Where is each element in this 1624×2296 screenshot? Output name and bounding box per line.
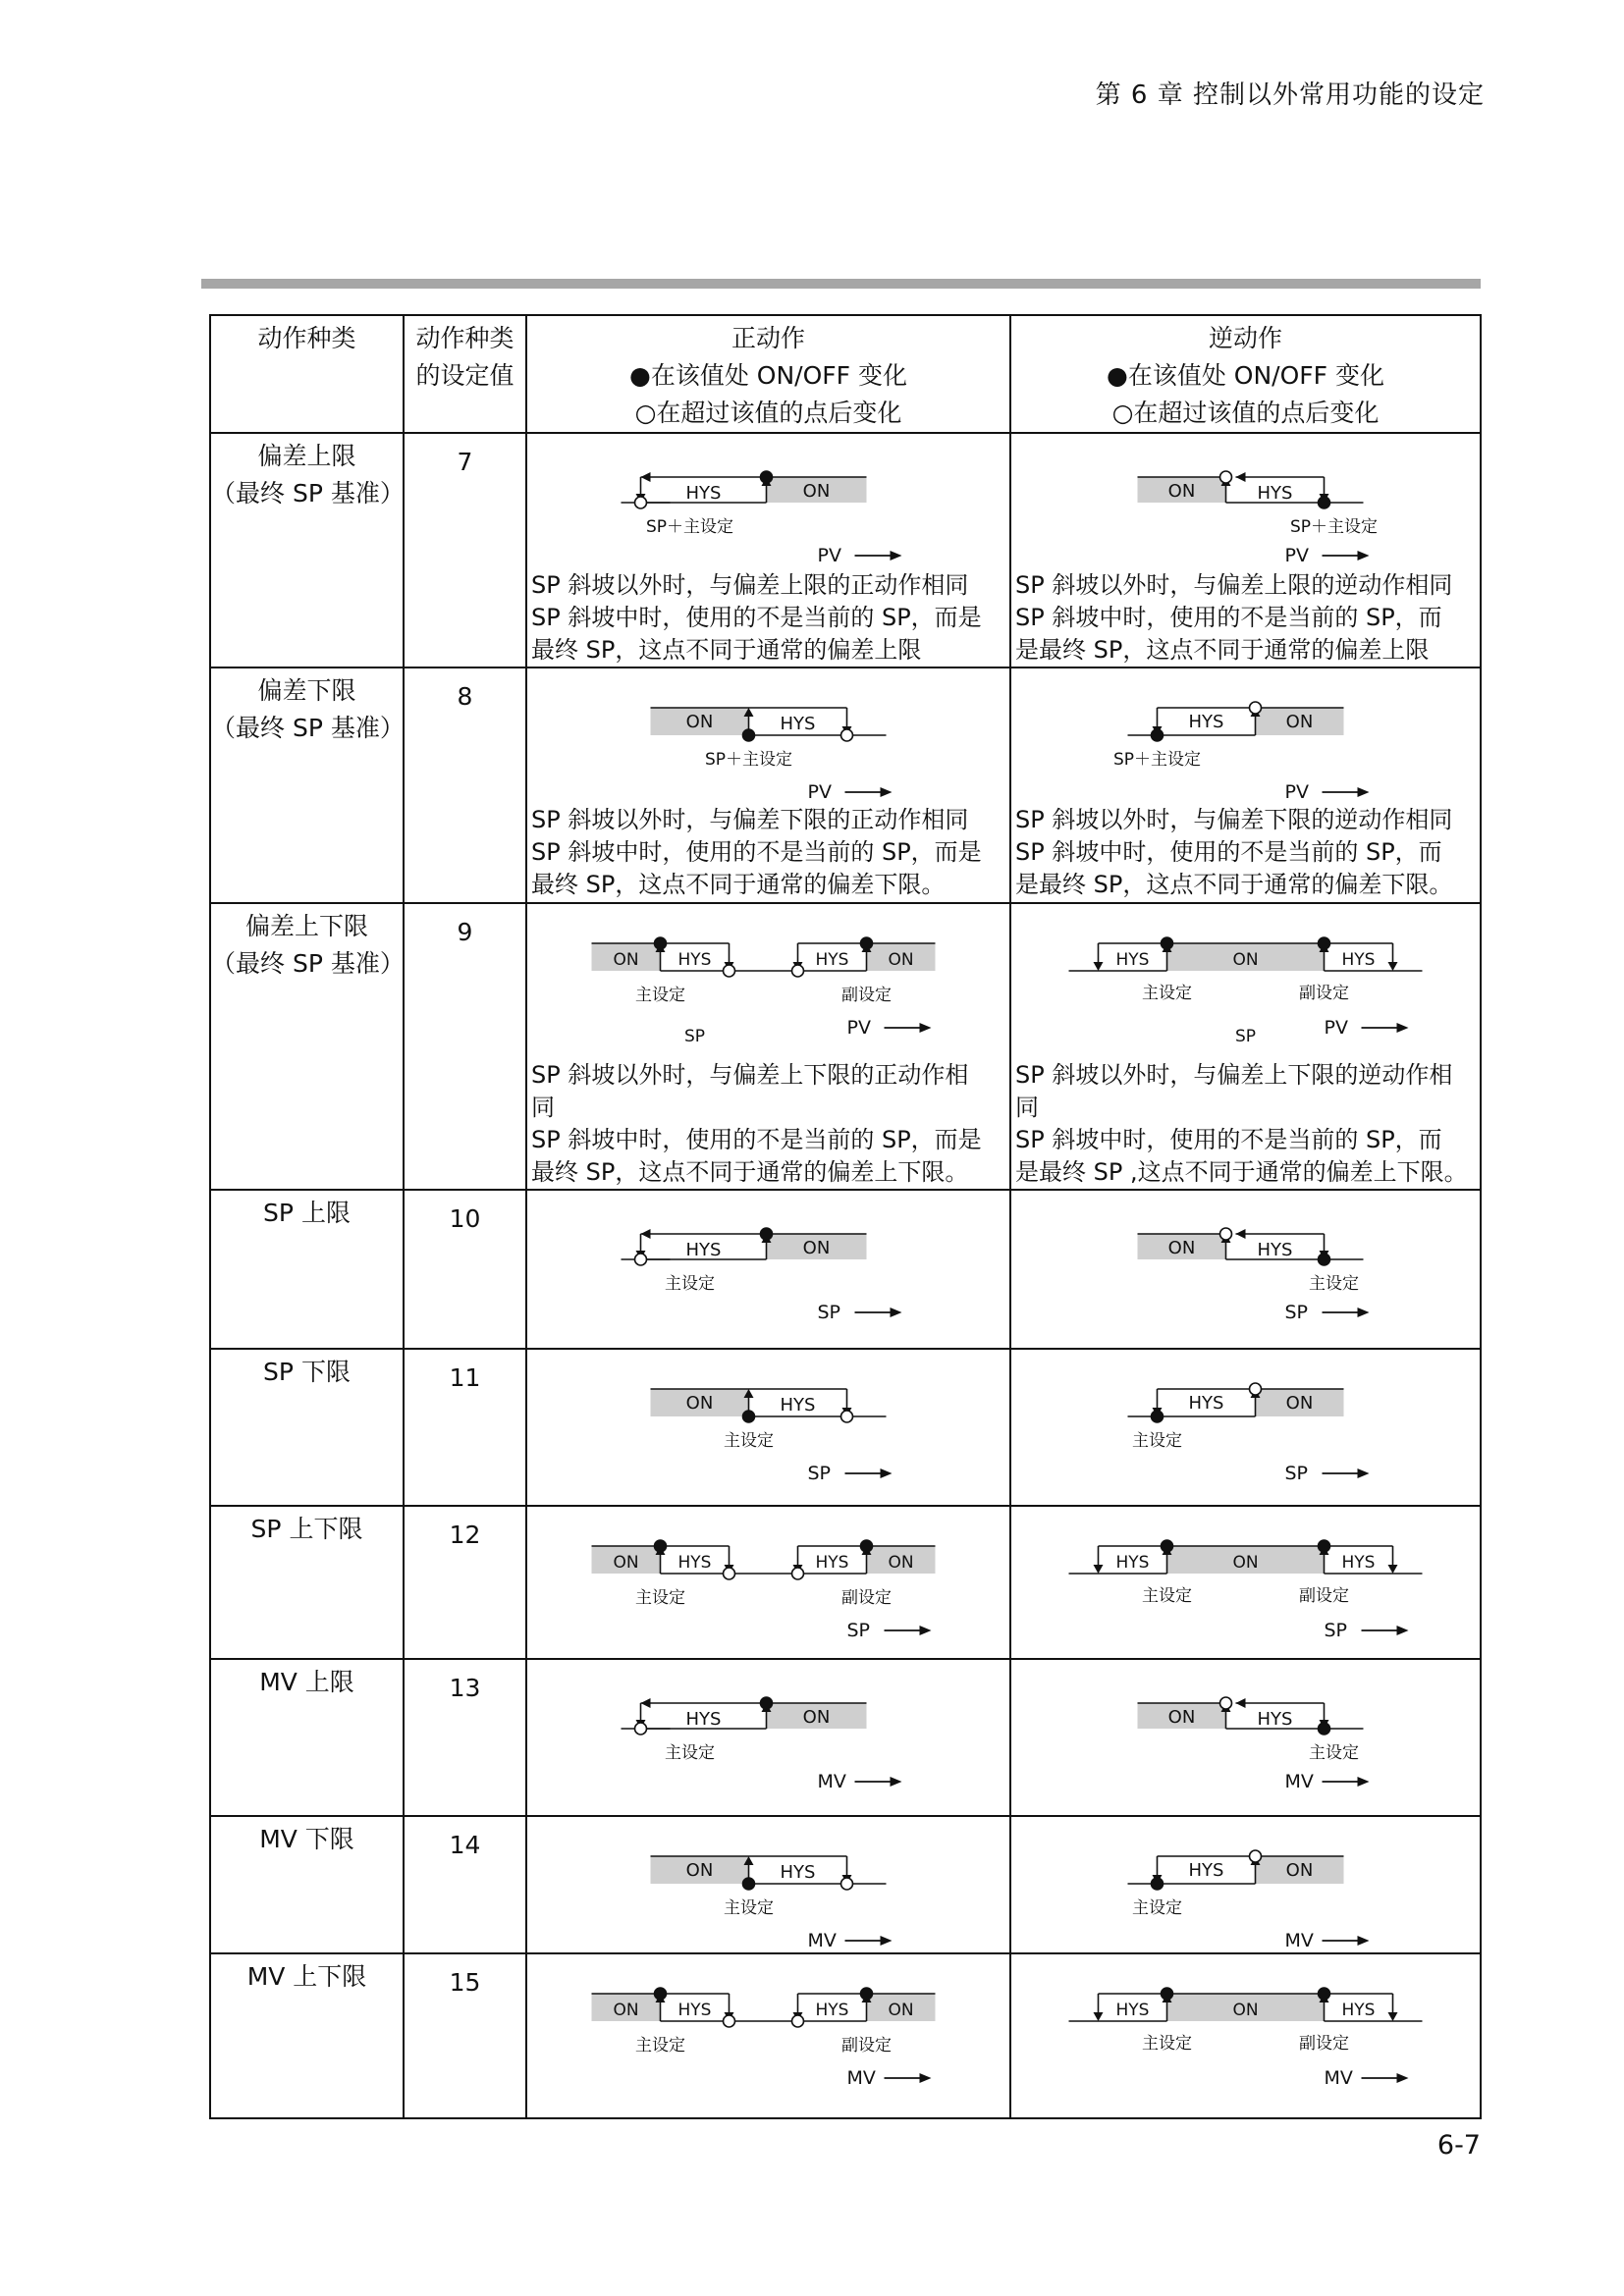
remark-line: 最终 SP，这点不同于通常的偏差上下限。 — [531, 1158, 969, 1186]
axis-arrow-head — [891, 551, 902, 561]
remark-text — [1011, 804, 1480, 901]
on-label: ON — [1285, 712, 1314, 732]
diagram-group — [1128, 1383, 1370, 1484]
action-type-line: SP 下限 — [263, 1358, 351, 1386]
setpoint-label: SP＋主设定 — [704, 750, 793, 770]
switch-point-filled — [743, 1878, 755, 1890]
setting-value-cell: 15 — [404, 1953, 526, 2118]
axis-label: MV — [1284, 1771, 1314, 1792]
diagram-group — [1128, 1850, 1370, 1947]
header-line: 逆动作 — [1208, 324, 1282, 352]
axis-arrow-head — [920, 1626, 932, 1635]
header-line: 正动作 — [731, 324, 805, 352]
setpoint-label: 副设定 — [1299, 2034, 1349, 2054]
remark-line: SP 斜坡以外时，与偏差上下限的逆动作相 — [1015, 1061, 1453, 1089]
hysteresis-diagram — [1012, 1350, 1479, 1499]
diagram-group — [622, 471, 902, 566]
header-rule — [201, 279, 1481, 289]
hys-label: HYS — [685, 1709, 722, 1730]
switch-point-filled — [1319, 937, 1330, 949]
chapter-header: 第 6 章 控制以外常用功能的设定 — [1095, 80, 1485, 110]
axis-label: MV — [1284, 1930, 1314, 1947]
axis-label: SP — [817, 1302, 841, 1323]
switch-point-filled — [1319, 1988, 1330, 2000]
table-row — [210, 667, 1481, 903]
arrow-head — [1388, 2012, 1398, 2021]
setting-value-cell: 8 — [404, 667, 526, 903]
diagram-group — [592, 1988, 936, 2089]
setpoint-label: SP＋主设定 — [1289, 517, 1379, 537]
axis-label: PV — [1284, 781, 1309, 803]
hysteresis-diagram — [1012, 1817, 1479, 1947]
reverse-action-cell — [1010, 903, 1481, 1190]
switch-point-filled — [761, 1697, 773, 1709]
remark-line: SP 斜坡中时，使用的不是当前的 SP，而 — [1015, 838, 1442, 866]
diagram-group — [1113, 702, 1370, 803]
switch-point-open — [1250, 1850, 1262, 1862]
hys-label: HYS — [1257, 1240, 1293, 1260]
remark-line: SP 斜坡中时，使用的不是当前的 SP，而是 — [531, 604, 982, 631]
setpoint-label: 副设定 — [1299, 984, 1349, 1003]
reverse-action-cell — [1010, 1349, 1481, 1506]
switch-point-open — [635, 1254, 647, 1265]
on-label: ON — [1232, 2001, 1259, 2020]
action-type-line: 偏差下限 — [257, 676, 356, 705]
setting-value-cell: 9 — [404, 903, 526, 1190]
header-setting-value — [404, 315, 526, 433]
remark-line: 同 — [531, 1094, 555, 1121]
table-row — [210, 1659, 1481, 1816]
hys-label: HYS — [1341, 950, 1376, 970]
axis-arrow-head — [920, 2073, 932, 2083]
reverse-action-cell — [1010, 433, 1481, 667]
remark-text — [527, 804, 1009, 901]
diagram-group — [622, 1697, 902, 1792]
remark-line: SP 斜坡中时，使用的不是当前的 SP，而 — [1015, 604, 1442, 631]
switch-point-open — [841, 1878, 853, 1890]
diagram-group — [592, 937, 936, 1046]
switch-point-filled — [743, 729, 755, 741]
switch-point-filled — [861, 1988, 873, 2000]
axis-label: MV — [817, 1771, 846, 1792]
sp-label: SP — [683, 1027, 706, 1046]
action-type-line: MV 上下限 — [246, 1962, 367, 1991]
hys-label: HYS — [1341, 1553, 1376, 1573]
header-line: ●在该值处 ON/OFF 变化 — [1107, 361, 1384, 390]
diagram-group — [1138, 1697, 1370, 1792]
diagram-group — [1069, 937, 1423, 1046]
diagram-group — [622, 1228, 902, 1323]
setting-value-cell: 10 — [404, 1190, 526, 1349]
switch-point-filled — [655, 1540, 667, 1552]
hys-label: HYS — [677, 2001, 712, 2020]
reverse-action-cell — [1010, 1953, 1481, 2118]
switch-point-filled — [1152, 1411, 1164, 1422]
axis-label: PV — [807, 781, 832, 803]
remark-line: SP 斜坡中时，使用的不是当前的 SP，而是 — [531, 1126, 982, 1153]
remark-text — [1011, 569, 1480, 667]
setpoint-label: SP＋主设定 — [1112, 750, 1202, 770]
hys-label: HYS — [780, 714, 816, 734]
arrow-head — [1094, 1565, 1104, 1574]
action-type-cell — [210, 433, 404, 667]
setpoint-label: 主设定 — [1142, 2034, 1192, 2054]
axis-label: PV — [817, 545, 841, 566]
on-label: ON — [802, 1238, 831, 1258]
on-label: ON — [613, 1553, 639, 1573]
hysteresis-diagram — [528, 1191, 1008, 1342]
hys-label: HYS — [1115, 2001, 1150, 2020]
hys-label: HYS — [815, 950, 849, 970]
on-label: ON — [613, 950, 639, 970]
axis-arrow-head — [881, 1936, 893, 1946]
action-type-cell — [210, 1659, 404, 1816]
header-forward-action — [526, 315, 1010, 433]
hysteresis-diagram — [528, 1660, 1008, 1809]
switch-point-filled — [743, 1411, 755, 1422]
forward-action-cell — [526, 1953, 1010, 2118]
setpoint-label: SP＋主设定 — [645, 517, 734, 537]
switch-point-filled — [861, 937, 873, 949]
axis-arrow-head — [1358, 787, 1370, 797]
setpoint-label: 主设定 — [1142, 1586, 1192, 1606]
action-type-cell — [210, 1349, 404, 1506]
table-row — [210, 433, 1481, 667]
axis-label: SP — [1284, 1302, 1309, 1323]
remark-line: 同 — [1015, 1094, 1039, 1121]
axis-label: SP — [1284, 1463, 1309, 1484]
switch-point-filled — [1319, 497, 1330, 508]
header-line: ●在该值处 ON/OFF 变化 — [629, 361, 907, 390]
diagram-group — [1138, 1228, 1370, 1323]
on-label: ON — [888, 2001, 914, 2020]
arrow-head — [1236, 1698, 1246, 1708]
reverse-action-cell — [1010, 1506, 1481, 1659]
header-line: 动作种类 — [257, 324, 356, 352]
on-label: ON — [1167, 481, 1196, 502]
setpoint-label: 副设定 — [1299, 1586, 1349, 1606]
remark-line: 最终 SP，这点不同于通常的偏差下限。 — [531, 871, 946, 898]
switch-point-filled — [1319, 1540, 1330, 1552]
forward-action-cell — [526, 1659, 1010, 1816]
table-row — [210, 1349, 1481, 1506]
action-type-line: 偏差上限 — [257, 442, 356, 470]
hys-label: HYS — [685, 1240, 722, 1260]
on-label: ON — [685, 1860, 714, 1881]
diagram-group — [651, 1389, 893, 1484]
hysteresis-diagram — [1012, 668, 1479, 804]
arrow-head — [1094, 962, 1104, 971]
axis-arrow-head — [891, 1777, 902, 1787]
remark-line: SP 斜坡以外时，与偏差下限的正动作相同 — [531, 806, 969, 833]
setpoint-label: 主设定 — [1132, 1431, 1182, 1451]
switch-point-open — [1220, 1228, 1232, 1240]
on-label: ON — [888, 1553, 914, 1573]
remark-text — [527, 1059, 1009, 1189]
hys-label: HYS — [1115, 1553, 1150, 1573]
setpoint-label: 主设定 — [1132, 1898, 1182, 1918]
axis-arrow-head — [1397, 1626, 1409, 1635]
header-line: 动作种类 — [415, 324, 514, 352]
action-type-line: MV 上限 — [259, 1668, 354, 1696]
header-line: 的设定值 — [415, 361, 514, 390]
remark-text — [527, 569, 1009, 667]
remark-line: SP 斜坡以外时，与偏差上限的逆动作相同 — [1015, 571, 1453, 599]
hys-label: HYS — [1188, 712, 1224, 732]
axis-arrow-head — [1358, 1308, 1370, 1317]
reverse-action-cell — [1010, 1816, 1481, 1953]
hys-label: HYS — [1188, 1860, 1224, 1881]
switch-point-filled — [761, 1228, 773, 1240]
remark-line: 是最终 SP ,这点不同于通常的偏差上下限。 — [1015, 1158, 1468, 1186]
table-row — [210, 1953, 1481, 2118]
setpoint-label: 副设定 — [841, 986, 892, 1005]
action-type-line: （最终 SP 基准） — [211, 949, 405, 978]
hysteresis-diagram — [1012, 1954, 1479, 2111]
setting-value-cell: 14 — [404, 1816, 526, 1953]
action-type-cell — [210, 1190, 404, 1349]
switch-point-open — [724, 1568, 735, 1579]
action-type-cell — [210, 1816, 404, 1953]
arrow-head — [1094, 2012, 1104, 2021]
axis-label: PV — [846, 1017, 871, 1039]
switch-point-filled — [1319, 1723, 1330, 1735]
on-label: ON — [1232, 1553, 1259, 1573]
setpoint-label: 主设定 — [1309, 1274, 1359, 1294]
action-type-line: （最终 SP 基准） — [211, 714, 405, 742]
axis-arrow-head — [1397, 1023, 1409, 1033]
hys-label: HYS — [677, 950, 712, 970]
page-number: 6-7 — [1436, 2130, 1481, 2161]
switch-point-filled — [1162, 1540, 1173, 1552]
switch-point-open — [841, 729, 853, 741]
table-row — [210, 1506, 1481, 1659]
hysteresis-diagram — [528, 668, 1008, 804]
switch-point-open — [1220, 1697, 1232, 1709]
switch-point-open — [1250, 702, 1262, 714]
action-type-line: 偏差上下限 — [244, 912, 368, 940]
switch-point-filled — [1152, 729, 1164, 741]
axis-arrow-head — [1358, 1468, 1370, 1478]
arrow-head — [1236, 1229, 1246, 1239]
setting-value-cell: 12 — [404, 1506, 526, 1659]
forward-action-cell — [526, 1190, 1010, 1349]
hys-label: HYS — [1188, 1393, 1224, 1414]
on-label: ON — [1167, 1707, 1196, 1728]
switch-point-filled — [655, 937, 667, 949]
axis-label: SP — [1324, 1620, 1348, 1641]
remark-line: SP 斜坡以外时，与偏差下限的逆动作相同 — [1015, 806, 1453, 833]
hysteresis-diagram — [1012, 904, 1479, 1059]
switch-point-filled — [1162, 1988, 1173, 2000]
axis-label: MV — [846, 2067, 876, 2089]
setting-value-cell: 7 — [404, 433, 526, 667]
remark-line: SP 斜坡中时，使用的不是当前的 SP，而是 — [531, 838, 982, 866]
hys-label: HYS — [780, 1862, 816, 1883]
hys-label: HYS — [677, 1553, 712, 1573]
axis-label: PV — [1324, 1017, 1348, 1039]
switch-point-open — [792, 1568, 804, 1579]
switch-point-filled — [761, 471, 773, 483]
forward-action-cell — [526, 1816, 1010, 1953]
header-reverse-action — [1010, 315, 1481, 433]
switch-point-filled — [861, 1540, 873, 1552]
setpoint-label: 主设定 — [635, 1588, 685, 1608]
on-label: ON — [1285, 1860, 1314, 1881]
diagram-group — [651, 1856, 893, 1947]
on-label: ON — [613, 2001, 639, 2020]
hys-label: HYS — [1115, 950, 1150, 970]
on-label: ON — [802, 481, 831, 502]
axis-label: SP — [807, 1463, 832, 1484]
remark-line: 是最终 SP，这点不同于通常的偏差上限 — [1015, 636, 1430, 664]
alarm-type-table — [209, 314, 1482, 2119]
diagram-group — [592, 1540, 936, 1641]
arrow-head — [1388, 962, 1398, 971]
setpoint-label: 副设定 — [841, 2036, 892, 2056]
table-row — [210, 1190, 1481, 1349]
switch-point-filled — [1319, 1254, 1330, 1265]
action-type-cell — [210, 1953, 404, 2118]
setpoint-label: 主设定 — [665, 1743, 715, 1763]
arrow-head — [1388, 1565, 1398, 1574]
header-line: ○在超过该值的点后变化 — [634, 399, 902, 427]
action-type-cell — [210, 903, 404, 1190]
hysteresis-diagram — [528, 1817, 1008, 1947]
hysteresis-diagram — [528, 1954, 1008, 2111]
hysteresis-diagram — [528, 1507, 1008, 1652]
table-row — [210, 903, 1481, 1190]
reverse-action-cell — [1010, 1659, 1481, 1816]
axis-label: MV — [807, 1930, 837, 1947]
remark-line: 最终 SP，这点不同于通常的偏差上限 — [531, 636, 922, 664]
axis-arrow-head — [1358, 551, 1370, 561]
hys-label: HYS — [1341, 2001, 1376, 2020]
setpoint-label: 主设定 — [724, 1431, 774, 1451]
remark-line: SP 斜坡中时，使用的不是当前的 SP，而 — [1015, 1126, 1442, 1153]
setpoint-label: 副设定 — [841, 1588, 892, 1608]
axis-arrow-head — [920, 1023, 932, 1033]
action-type-line: MV 下限 — [259, 1825, 354, 1853]
sp-label: SP — [1234, 1027, 1257, 1046]
header-line: ○在超过该值的点后变化 — [1111, 399, 1380, 427]
remark-line: 是最终 SP，这点不同于通常的偏差下限。 — [1015, 871, 1453, 898]
axis-arrow-head — [1397, 2073, 1409, 2083]
hys-label: HYS — [815, 2001, 849, 2020]
action-type-cell — [210, 1506, 404, 1659]
axis-arrow-head — [881, 1468, 893, 1478]
axis-label: SP — [846, 1620, 871, 1641]
table-row — [210, 1816, 1481, 1953]
setpoint-label: 主设定 — [1309, 1743, 1359, 1763]
hys-label: HYS — [1257, 1709, 1293, 1730]
arrow-head — [641, 472, 651, 482]
axis-label: MV — [1324, 2067, 1353, 2089]
axis-arrow-head — [1358, 1936, 1370, 1946]
axis-arrow-head — [881, 787, 893, 797]
setpoint-label: 主设定 — [665, 1274, 715, 1294]
setpoint-label: 主设定 — [1142, 984, 1192, 1003]
setting-value-cell: 11 — [404, 1349, 526, 1506]
diagram-group — [1138, 471, 1379, 566]
on-label: ON — [1232, 950, 1259, 970]
remark-text — [1011, 1059, 1480, 1189]
switch-point-open — [635, 1723, 647, 1735]
forward-action-cell — [526, 1349, 1010, 1506]
forward-action-cell — [526, 433, 1010, 667]
arrow-head — [1236, 472, 1246, 482]
action-type-line: SP 上限 — [263, 1199, 351, 1227]
action-type-line: SP 上下限 — [250, 1515, 363, 1543]
axis-arrow-head — [891, 1308, 902, 1317]
axis-label: PV — [1284, 545, 1309, 566]
arrow-head — [641, 1698, 651, 1708]
reverse-action-cell — [1010, 667, 1481, 903]
setpoint-label: 主设定 — [635, 986, 685, 1005]
on-label: ON — [685, 1393, 714, 1414]
setpoint-label: 主设定 — [724, 1898, 774, 1918]
hysteresis-diagram — [1012, 1507, 1479, 1652]
hys-label: HYS — [780, 1395, 816, 1415]
switch-point-open — [792, 965, 804, 977]
action-type-line: （最终 SP 基准） — [211, 479, 405, 507]
on-label: ON — [1167, 1238, 1196, 1258]
remark-line: SP 斜坡以外时，与偏差上限的正动作相同 — [531, 571, 969, 599]
switch-point-open — [1220, 471, 1232, 483]
switch-point-filled — [655, 1988, 667, 2000]
switch-point-filled — [1152, 1878, 1164, 1890]
hys-label: HYS — [685, 483, 722, 504]
forward-action-cell — [526, 667, 1010, 903]
diagram-group — [1069, 1540, 1423, 1641]
forward-action-cell — [526, 1506, 1010, 1659]
forward-action-cell — [526, 903, 1010, 1190]
hys-label: HYS — [1257, 483, 1293, 504]
diagram-group — [651, 708, 893, 803]
on-label: ON — [685, 712, 714, 732]
switch-point-open — [841, 1411, 853, 1422]
setting-value-cell: 13 — [404, 1659, 526, 1816]
switch-point-filled — [1162, 937, 1173, 949]
arrow-head — [641, 1229, 651, 1239]
on-label: ON — [888, 950, 914, 970]
action-type-cell — [210, 667, 404, 903]
on-label: ON — [802, 1707, 831, 1728]
hysteresis-diagram — [1012, 1191, 1479, 1342]
switch-point-open — [724, 965, 735, 977]
reverse-action-cell — [1010, 1190, 1481, 1349]
switch-point-open — [792, 2015, 804, 2027]
hysteresis-diagram — [528, 1350, 1008, 1499]
hysteresis-diagram — [528, 904, 1008, 1059]
switch-point-open — [1250, 1383, 1262, 1395]
switch-point-open — [724, 2015, 735, 2027]
axis-arrow-head — [1358, 1777, 1370, 1787]
switch-point-open — [635, 497, 647, 508]
on-label: ON — [1285, 1393, 1314, 1414]
setpoint-label: 主设定 — [635, 2036, 685, 2056]
hysteresis-diagram — [1012, 1660, 1479, 1809]
remark-line: SP 斜坡以外时，与偏差上下限的正动作相 — [531, 1061, 969, 1089]
hys-label: HYS — [815, 1553, 849, 1573]
diagram-group — [1069, 1988, 1423, 2089]
hysteresis-diagram — [1012, 434, 1479, 569]
hysteresis-diagram — [528, 434, 1008, 569]
header-action-type — [210, 315, 404, 433]
